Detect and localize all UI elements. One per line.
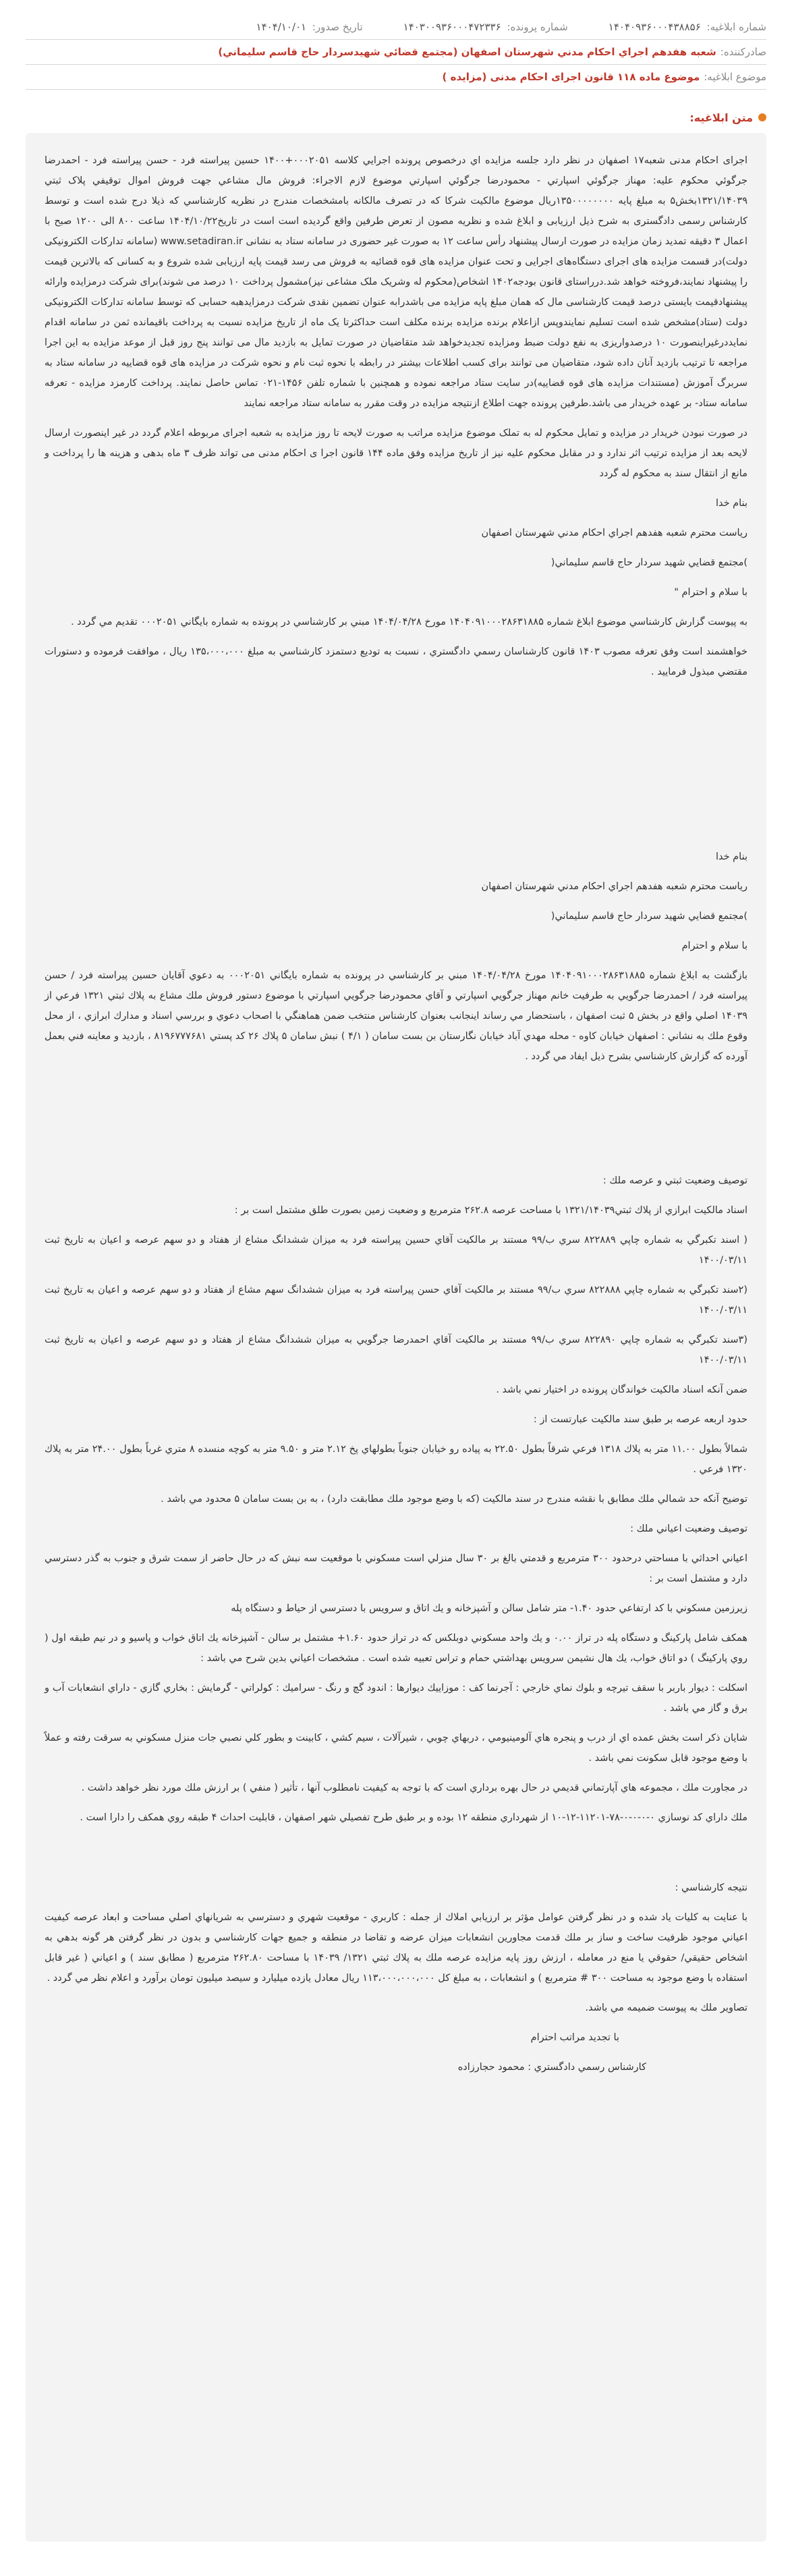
boundaries-title: حدود اربعه عرصه بر طبق سند مالكيت عبارتست از : bbox=[533, 1414, 747, 1425]
boundaries-note: توضيح آنكه حد شمالي ملك مطابق با نقشه مندرج در سند مالكيت (كه با وضع موجود ملك مطابقت دارد) ، به بن بست سامان ۵ محدود مي باشد . bbox=[161, 1494, 747, 1505]
case-number-label: شماره پرونده: bbox=[507, 21, 568, 33]
signature-respect: با تجديد مراتب احترام bbox=[530, 2032, 619, 2043]
letter1-bismillah: بنام خدا bbox=[715, 498, 747, 509]
subject-label: موضوع ابلاغیه: bbox=[704, 71, 766, 83]
issue-date-value: ۱۴۰۴/۱۰/۰۱ bbox=[256, 21, 307, 33]
registry-text-1: اسناد مالكيت ابرازي از پلاك ثبتي۱۳۲۱/۱۴۰۳۹ با مساحت عرصه ۲۶۲.۸ مترمربع و وضعيت زمين بصورت طلق مشتمل است بر : bbox=[234, 1205, 747, 1216]
notice-number-value: ۱۴۰۴۰۹۳۶۰۰۰۴۳۸۸۵۶ bbox=[608, 21, 701, 33]
letter2-greeting: با سلام و احترام bbox=[681, 941, 747, 951]
notice-number bbox=[609, 21, 766, 33]
issue-date bbox=[256, 21, 363, 33]
building-renewal-code: ملك داراي كد نوسازي ۰-۰-۰-۰-۷۸-۱۱۲۰۱-۱۲-۱۰ از شهرداري منطقه ۱۲ بوده و بر طبق طرح تفصيلي شهر اصفهان ، قابليت احداث ۴ طبقه روي همكف را دارا است . bbox=[80, 1812, 747, 1823]
building-ground-floor: همكف شامل پاركينگ و دستگاه پله در تراز ۰.۰۰ و يك واحد مسكوني دوبلكس كه در تراز حدود ۱.۶۰+ مشتمل بر سالن - آشپزخانه يك اتاق خواب و پاسيو و در نيم طبقه اول ( روي پاركينگ ) دو اتاق خواب، يك هال نشيمن سرويس بهداشتي حمام و تراس تعبيه شده است . مشخصات اعياني بدين شرح مي باشد : bbox=[45, 1633, 747, 1664]
building-basement: زيرزمين مسكوني با كد ارتفاعي حدود ۱.۴۰- متر شامل سالن و آشپزخانه و يك اتاق و سرويس با دسترسي از حياط و دستگاه پله bbox=[231, 1603, 747, 1614]
letter2-recipient: رياست محترم شعبه هفدهم اجراي احكام مدني شهرستان اصفهان bbox=[481, 881, 747, 892]
building-theft-note: شايان ذكر است بخش عمده اي از درب و پنجره هاي آلومينيومي ، دربهاي چوبي ، شيرآلات ، سيم كشي ، كابينت و بطور كلي نصبي جات منزل مسكوني به سرقت رفته و عملاً با وضع موجود قابل سكونت نمي باشد . bbox=[45, 1733, 747, 1764]
subject-value: موضوع ماده ۱۱۸ قانون اجرای احکام مدنی (مزایده ) bbox=[442, 71, 700, 83]
registry-note: ضمن آنكه اسناد مالكيت خواندگان پرونده در اختيار نمي باشد . bbox=[496, 1384, 747, 1395]
letter2-text: بازگشت به ابلاغ شماره ۱۴۰۴۰۹۱۰۰۰۲۸۶۳۱۸۸۵ مورخ ۱۴۰۴/۰۴/۲۸ مبني بر كارشناسي در پرونده به شماره بايگاني ۰۰۰۲۰۵۱ به دعوي آقايان حسين پيراسته فرد / حسن پيراسته فرد / احمدرضا جرگويي به طرفيت خانم مهناز جرگويي اسپارتي و آقاي محمودرضا جرگويي اسپارتي با موضوع دستور فروش ملك مشاع به پلاك ثبتي ۱۳۲۱ فرعي از ۱۴۰۳۹ اصلي واقع در بخش ۵ ثبت اصفهان ، باستحضار مي رساند اينجانب بعنوان كارشناس منتخب ضمن هماهنگي با اصحاب دعوي و بررسي اسناد و مدارك ابرازي ، از محل وقوع ملك به نشاني : اصفهان خيابان كاوه - محله مهدي آباد خيابان نگارستان بن بست سامان ( ۴/۱ ) نبش سامان ۵ پلاك ۲۶ كد پستي ۸۱۹۶۷۷۷۶۸۱ ، بازديد و معاينه فني بعمل آورده كه گزارش كارشناسي بشرح ذيل ايفاد مي گردد . bbox=[45, 970, 748, 1062]
meta-row bbox=[26, 15, 766, 40]
spacer bbox=[45, 1837, 747, 1878]
photos-note: تصاوير ملك به پيوست ضميمه مي باشد. bbox=[585, 2003, 747, 2013]
letter1-recipient: رياست محترم شعبه هفدهم اجراي احكام مدني شهرستان اصفهان bbox=[481, 528, 747, 538]
letter1-complex: )مجتمع قضايي شهيد سردار حاج قاسم سليماني( bbox=[550, 557, 747, 568]
building-specs: اسكلت : ديوار باربر با سقف تيرچه و بلوك نماي خارجي : آجرنما كف : موزاييك ديوارها : اندود گچ و رنگ - سراميك : كولراتي - گرمايش : بخاري گازي - داراي انشعابات آب و برق و گاز مي باشد . bbox=[45, 1683, 747, 1714]
case-number-value: ۱۴۰۳۰۰۹۳۶۰۰۰۴۷۲۳۳۶ bbox=[403, 21, 501, 33]
letter1-fee-request: خواهشمند است وفق تعرفه مصوب ۱۴۰۳ قانون كارشناسان رسمي دادگستري ، نسبت به توديع دستمزد كارشناسي به مبلغ ۱۳۵،۰۰۰،۰۰۰ ريال ، موافقت فرموده و دستورات مقتضي مبذول فرماييد . bbox=[45, 646, 748, 677]
notice-number-label: شماره ابلاغیه: bbox=[706, 21, 766, 33]
case-number bbox=[403, 21, 568, 33]
issuer-value: شعبه هفدهم اجراي احكام مدني شهرستان اصفهان (مجتمع قضائي شهيدسردار حاج قاسم سليماني) bbox=[218, 46, 716, 58]
letter1-greeting: با سلام و احترام " bbox=[674, 587, 747, 598]
issuer-row bbox=[26, 40, 766, 65]
spacer bbox=[45, 1076, 747, 1171]
subject-row bbox=[26, 65, 766, 90]
conclusion-title: نتيجه كارشناسي : bbox=[675, 1882, 747, 1893]
letter2-bismillah: بنام خدا bbox=[715, 851, 747, 862]
issuer-label: صادرکننده: bbox=[720, 46, 766, 58]
deed-2: (۲سند تكبرگي به شماره چاپي ۸۲۲۸۸۸ سري ب/۹۹ مستند بر مالكيت آقاي حسن پيراسته فرد به ميزان ششدانگ سهم مشاع از هفتاد و دو سهم عرصه و اعيان به تاريخ ثبت ۱۴۰۰/۰۳/۱۱ bbox=[45, 1285, 747, 1316]
signature-name: كارشناس رسمي دادگستري : محمود حجارزاده bbox=[457, 2062, 646, 2073]
issue-date-label: تاریخ صدور: bbox=[312, 21, 363, 33]
auction-paragraph: اجرای احکام مدنی شعبه۱۷ اصفهان در نظر دارد جلسه مزايده اي درخصوص پرونده اجرايي كلاسه ۰۰۰۲۰۵۱+۱۴۰۰ حسين پيراسته فرد - حسن پيراسته فرد - احمدرضا جرگوئي محکوم علیه: مهناز جرگوئي اسپارتي - محمودرضا جرگوئي اسپارتي موضوع لازم الاجراء: فروش مال مشاعي جهت فروش اموال توقيفي پلاک ثبتي ۱۳۲۱/۱۴۰۳۹بخش۵ به مبلغ پایه ۱۳۵۰۰۰۰۰۰۰۰ریال موضوع مالکیت شرکا که در تصرف مالکانه بامشخصات مندرج در نظريه کارشناسي که ذيلا درج شده است و توسط کارشناس رسمی دادگستری به شرح ذیل ارزیابی و ابلاغ شده و نظريه مصون از تعرض طرفين واقع گرديده است است در تاريخ۱۴۰۴/۱۰/۲۲ ساعت ۸۰۰ الی ۱۲۰۰ صبح با اعمال ۳ دقیقه تمدید زمان مزایده در صورت ارسال پیشنهاد رأس ساعت ۱۲ به صورت غیر حضوری در سامانه ستاد به نشانی www.setadiran.ir (سامانه تدارکات الکترونیکی دولت)در قسمت مزایده های اجرای دستگاه‌های اجرایی و تحت عنوان مزایده های قوه قضائیه به فروش می رسد قیمت پایه ارزیابی شده شروع و به کسانی که بالاترین قیمت را پیشنهاد نمایند،فروخته خواهد شد.درراستای قانون بودجه۱۴۰۲ اشخاص(محکوم له وشریک ملک مشاعی نیز)مشمول پرداخت ۱۰ درصد می شوند)برای شرکت درمزایده وارائه پیشنهادقیمت بایستی درصد قیمت کارشناسی مال که همان مبلغ پایه مزایده می باشدرابه عنوان تضمین نقدی شرکت درمزایدهبه حسابی که توسط سامانه تدارکات الکترونیکی دولت (ستاد)مشخص شده است تسلیم نمایندوپس ازاعلام برنده مزایده برنده مکلف است حداکثرتا یک ماه از تاریخ مزایده نسبت به پرداخت باقیمانده ثمن در سامانه اقدام نمایددرغیراینصورت ۱۰ درصدواریزی به نفع دولت ضبط ومزایده تجدیدخواهد شد متقاضیان در صورت تمایل به بازدید مال می توانند پنج روز قبل از موعد مزایده به این اجرا مراجعه تا ترتیب بازدید آنان داده شود، متقاضیان می توانند برای کسب اطلاعات بیشتر در رابطه با نحوه ثبت نام و نحوه شرکت در مزایده های قوه قضاییه در سامانه ستاد به سربرگ آموزش (مستندات مزایده های قوه قضاییه)در سایت ستاد مراجعه نموده و همچنین با شماره تلفن ۱۴۵۶-۰۲۱ تماس حاصل نمایند. پرداخت کارمزد مزایده - تعرفه سامانه ستاد- بر عهده خریدار می باشد.طرفین پرونده جهت اطلاع ازنتیجه مزایده در وقت مقرر به سامانه ستاد مراجعه نمایند bbox=[45, 155, 747, 409]
letter1-text: به پيوست گزارش كارشناسي موضوع ابلاغ شماره ۱۴۰۴۰۹۱۰۰۰۲۸۶۳۱۸۸۵ مورخ ۱۴۰۴/۰۴/۲۸ مبني بر كارشناسي در پرونده به شماره بايگاني ۰۰۰۲۰۵۱ تقديم مي گردد . bbox=[71, 617, 747, 627]
creditor-paragraph: در صورت نبودن خریدار در مزایده و تمایل محکوم له به تملک موضوع مزایده مراتب به صورت لایحه تا روز مزايده به شعبه اجرای مربوطه اعلام گردد در غیر اینصورت ارسال لایحه بعد از مزایده ترتیب اثر ندارد و در مقابل محکوم علیه نیز از تاریخ مزایده وفق ماده ۱۴۴ قانون اجرا ی احکام مدنی می تواند ظرف ۳ ماه بدهی و هزینه ها را پرداخت و مانع از انتقال سند به محکوم له گردد bbox=[45, 428, 747, 479]
deed-1: ( اسند تكبرگي به شماره چاپي ۸۲۲۸۸۹ سري ب/۹۹ مستند بر مالكيت آقاي حسين پيراسته فرد به ميزان ششدانگ مشاع از هفتاد و دو سهم عرصه و اعيان به تاريخ ثبت ۱۴۰۰/۰۳/۱۱ bbox=[45, 1235, 747, 1266]
building-text-1: اعياني احداثي با مساحتي درحدود ۳۰۰ مترمربع و قدمتي بالغ بر ۳۰ سال منزلي است مسكوني با موقعيت سه نبش كه در حال حاضر از سمت شرق و جنوب به گذر دسترسي دارد و مشتمل است بر : bbox=[45, 1553, 748, 1584]
notice-text-title: متن ابلاغیه: bbox=[689, 111, 753, 124]
notice-body bbox=[26, 133, 766, 2542]
boundaries-text: شمالاً بطول ۱۱.۰۰ متر به پلاك ۱۳۱۸ فرعي شرقاً بطول ۲۲.۵۰ به پياده رو خيابان جنوباً بطولهاي پخ ۲.۱۲ متر و ۹.۵۰ متر به كوچه منسده ۸ متري غرباً بطول ۲۴.۰۰ متر به پلاك ۱۳۲۰ فرعي . bbox=[45, 1444, 748, 1475]
building-title: توصيف وضعيت اعياني ملك : bbox=[630, 1523, 747, 1534]
deed-3: (۳سند تكبرگي به شماره چاپي ۸۲۲۸۹۰ سري ب/۹۹ مستند بر مالكيت آقاي احمدرضا جرگويي به ميزان ششدانگ مشاع از هفتاد و دو سهم عرصه و اعيان به تاريخ ثبت ۱۴۰۰/۰۳/۱۱ bbox=[45, 1335, 747, 1366]
letter2-complex: )مجتمع قضايي شهيد سردار حاج قاسم سليماني( bbox=[550, 911, 747, 922]
registry-title: توصيف وضعيت ثبتي و عرصه ملك : bbox=[602, 1175, 747, 1186]
bullet-dot-icon bbox=[758, 113, 766, 121]
spacer bbox=[45, 692, 747, 847]
building-neighbors: در مجاورت ملك ، مجموعه هاي آپارتماني قديمي در حال بهره برداري است كه با توجه به كيفيت نامطلوب آنها ، تأثير ( منفي ) بر ارزش ملك مورد نظر خواهد داشت . bbox=[81, 1783, 747, 1793]
conclusion-text: با عنايت به كليات ياد شده و در نظر گرفتن عوامل مؤثر بر ارزيابي املاك از جمله : كاربري - موقعيت شهري و دسترسي به شريانهاي اصلي مساحت و ابعاد عرصه كيفيت اعياني موجود ظرفيت ساخت و ساز بر ملك قدمت مجاورين انشعابات ميزان عرضه و تقاضا در منطقه و جميع جهات كارشناسي و بدون در نظر گرفتن هر گونه بدهي به اشخاص حقيقي/ حقوقي يا منع در معامله ، ارزش روز پايه مزايده عرصه ملك به پلاك ثبتي ۱۳۲۱/ ۱۴۰۳۹ با مساحت ۲۶۲.۸۰ مترمربع ( مطابق سند ) و اعياني ( غير قابل استفاده با وضع موجود به مساحت ۳۰۰ # مترمربع ) و انشعابات ، به مبلغ كل ۱۱۳،۰۰۰،۰۰۰،۰۰۰ ريال معادل يازده ميليارد و سيصد ميليون تومان برآورد و اعلام نظر مي گردد . bbox=[45, 1912, 747, 1984]
notice-text-heading bbox=[26, 107, 766, 128]
